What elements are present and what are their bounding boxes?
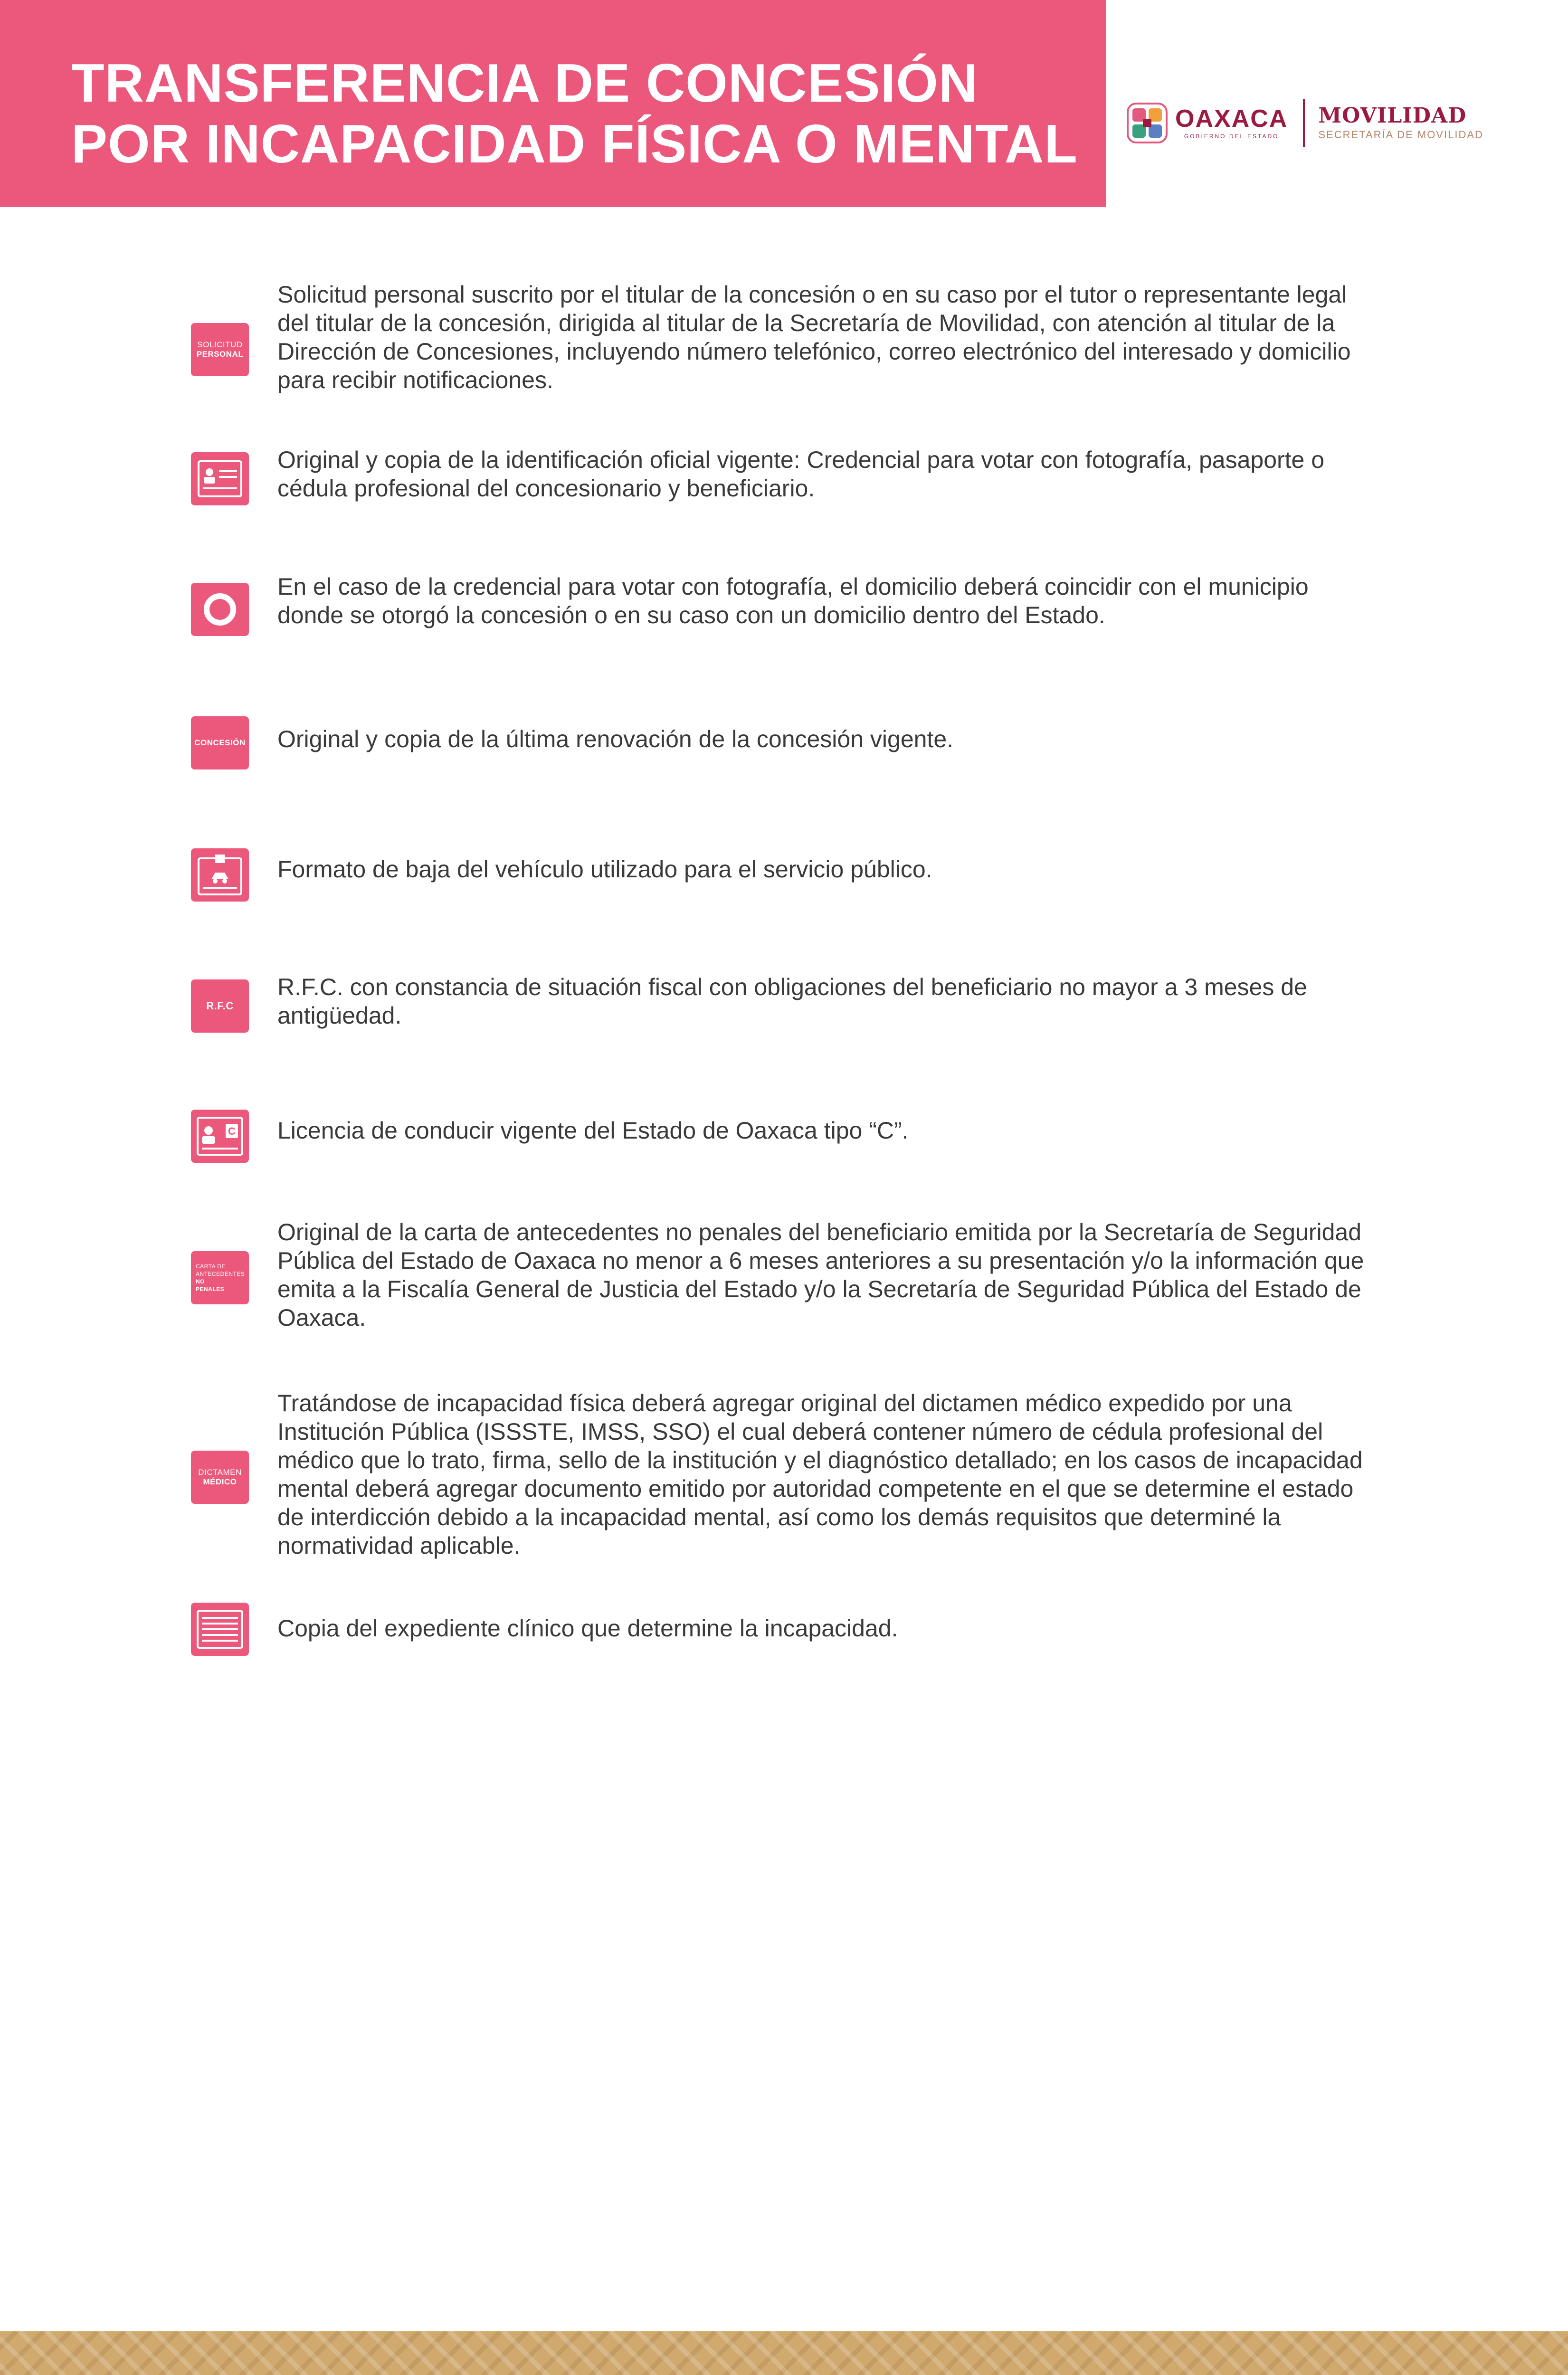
circle-icon xyxy=(191,583,249,636)
oaxaca-wordmark xyxy=(1175,106,1288,140)
requirement-text: Copia del expediente clínico que determine la incapacidad. xyxy=(277,1615,898,1642)
logo-secretaria-text: SECRETARÍA DE MOVILIDAD xyxy=(1318,129,1483,141)
concesion-icon xyxy=(191,716,249,770)
solicitud-personal-icon xyxy=(191,323,249,376)
requirement-text: Tratándose de incapacidad física deberá agregar original del dictamen médico expedido por una Institución Pública (ISSSTE, IMSS, SSO) el cual deberá contener número de cédula profesional del médico que lo trato, firma, sello de la institución y el diagnóstico detallado; en los casos de incapacidad mental deberá agregar documento emitido por autoridad competente en el que se determine el estado de interdicción debido a la incapacidad mental, así como los demás requisitos que determiné la normatividad aplicable. xyxy=(277,1390,1363,1559)
id-card-icon xyxy=(191,452,249,505)
icon-label: R.F.C xyxy=(206,1000,234,1012)
dictamen-medico-icon xyxy=(191,1451,249,1504)
logo-gobierno-text: GOBIERNO DEL ESTADO xyxy=(1184,133,1279,140)
page-title xyxy=(71,53,1078,175)
page-title-line-1: TRANSFERENCIA DE CONCESIÓN xyxy=(71,53,979,114)
icon-label: DICTAMEN xyxy=(198,1468,242,1477)
icon-label: SOLICITUD xyxy=(197,340,243,349)
requirement-text: Solicitud personal suscrito por el titular de la concesión o en su caso por el tutor o representante legal del titular de la concesión, dirigida al titular de la Secretaría de Movilidad, con atención al titular de la Dirección de Concesiones, incluyendo número telefónico, correo electrónico del interesado y domicilio para recibir notificaciones. xyxy=(277,281,1351,393)
icon-label: CARTA DE xyxy=(196,1263,226,1270)
requirement-text: En el caso de la credencial para votar con fotografía, el domicilio deberá coincidir con el municipio donde se otorgó la concesión o en su caso con un domicilio dentro del Estado. xyxy=(277,573,1309,628)
icon-label: ANTECEDENTES xyxy=(196,1271,245,1277)
requirement-text: Formato de baja del vehículo utilizado para el servicio público. xyxy=(277,856,932,883)
icon-label: CONCESIÓN xyxy=(194,738,246,747)
page-title-line-2: POR INCAPACIDAD FÍSICA O MENTAL xyxy=(71,114,1078,174)
vehicle-form-icon xyxy=(191,848,249,902)
oaxaca-emblem-icon xyxy=(1127,103,1168,143)
license-icon xyxy=(191,1110,249,1163)
icon-label: PERSONAL xyxy=(196,350,244,359)
footer-pattern xyxy=(0,2331,1568,2375)
document-lines-icon xyxy=(191,1603,249,1656)
movilidad-wordmark xyxy=(1318,105,1483,141)
requirement-text: Original y copia de la última renovación de la concesión vigente. xyxy=(277,726,954,752)
icon-label: NO xyxy=(196,1278,205,1285)
requirement-text: R.F.C. con constancia de situación fiscal con obligaciones del beneficiario no mayor a 3 meses de antigüedad. xyxy=(277,974,1307,1029)
icon-label: PENALES xyxy=(196,1286,225,1292)
government-logo xyxy=(1127,97,1545,149)
logo-divider xyxy=(1303,99,1305,147)
requirement-text: Licencia de conducir vigente del Estado de Oaxaca tipo “C”. xyxy=(277,1117,909,1144)
requirement-text: Original de la carta de antecedentes no penales del beneficiario emitida por la Secretaría de Seguridad Pública del Estado de Oaxaca no menor a 6 meses anteriores a su presentación y/o la información que emita a la Fiscalía General de Justicia del Estado y/o la Secretaría de Seguridad Pública del Estado de Oaxaca. xyxy=(277,1219,1364,1331)
icon-label: MÉDICO xyxy=(203,1477,237,1486)
logo-oaxaca-text: OAXACA xyxy=(1175,105,1288,133)
requirement-text: Original y copia de la identificación oficial vigente: Credencial para votar con fotografía, pasaporte o cédula profesional del concesionario y beneficiario. xyxy=(277,446,1325,502)
header-banner xyxy=(0,0,1106,207)
logo-movilidad-text: MOVILIDAD xyxy=(1318,104,1467,128)
license-type-label: C xyxy=(228,1125,236,1137)
rfc-icon xyxy=(191,979,249,1033)
antecedentes-icon xyxy=(191,1251,249,1304)
